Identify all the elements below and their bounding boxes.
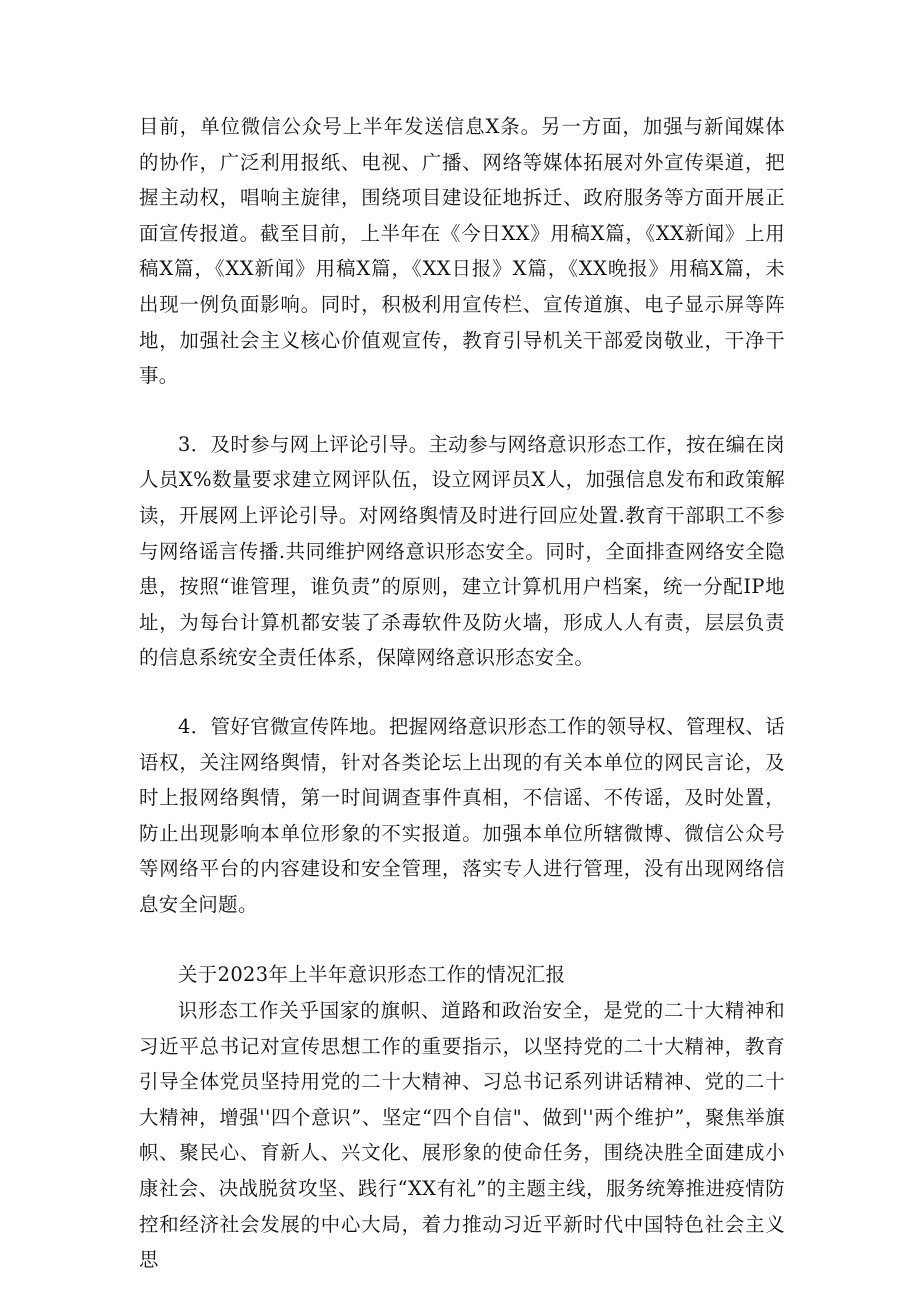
paragraph-spacer — [139, 394, 785, 427]
body-paragraph: 4．管好官微宣传阵地。把握网络意识形态工作的领导权、管理权、话语权，关注网络舆情，针对各类论坛上出现的有关本单位的网民言论，及时上报网络舆情，第一时间调查事件真相，不信谣、不传谣，及时处置，防止出现影响本单位形象的不实报道。加强本单位所辖微博、微信公众号等网络平台的内容建设和安全管理，落实专人进行管理，没有出现网络信息安全问题。 — [139, 714, 785, 916]
body-paragraph: 识形态工作关乎国家的旗帜、道路和政治安全，是党的二十大精神和习近平总书记对宣传思想工作的重要指示，以坚持党的二十大精神，教育引导全体党员坚持用党的二十大精神、习总书记系列讲话精神、党的二十大精神，增强''四个意识”、坚定“四个自信"、做到''两个维护”，聚焦举旗帜、聚民心、育新人、兴文化、展形象的使命任务，围绕决胜全面建成小康社会、决战脱贫攻坚、践行“XX有礼”的主题主线，服务统筹推进疫情防控和经济社会发展的中心大局，着力推动习近平新时代中国特色社会主义思 — [139, 999, 785, 1272]
paragraph-spacer — [139, 676, 785, 709]
paragraph-spacer — [139, 922, 785, 957]
body-paragraph: 目前，单位微信公众号上半年发送信息X条。另一方面，加强与新闻媒体的协作，广泛利用报纸、电视、广播、网络等媒体拓展对外宣传渠道，把握主动权，唱响主旋律，围绕项目建设征地拆迁、政府服务等方面开展正面宣传报道。截至目前，上半年在《今日XX》用稿X篇，《XX新闻》上用稿X篇，《XX新闻》用稿X篇，《XX日报》X篇，《XX晚报》用稿X篇，未出现一例负面影响。同时，积极利用宣传栏、宣传道旗、电子显示屏等阵地，加强社会主义核心价值观宣传，教育引导机关干部爱岗敬业，干净干事。 — [139, 115, 785, 388]
body-paragraph: 3．及时参与网上评论引导。主动参与网络意识形态工作，按在编在岗人员X%数量要求建立网评队伍，设立网评员X人，加强信息发布和政策解读，开展网上评论引导。对网络舆情及时进行回应处置.教育干部职工不参与网络谣言传播.共同维护网络意识形态安全。同时，全面排查网络安全隐患，按照“谁管理，谁负责”的原则，建立计算机用户档案，统一分配IP地址，为每台计算机都安装了杀毒软件及防火墙，形成人人有责，层层负责的信息系统安全责任体系，保障网络意识形态安全。 — [139, 432, 785, 670]
report-title: 关于2023年上半年意识形态工作的情况汇报 — [178, 963, 566, 987]
